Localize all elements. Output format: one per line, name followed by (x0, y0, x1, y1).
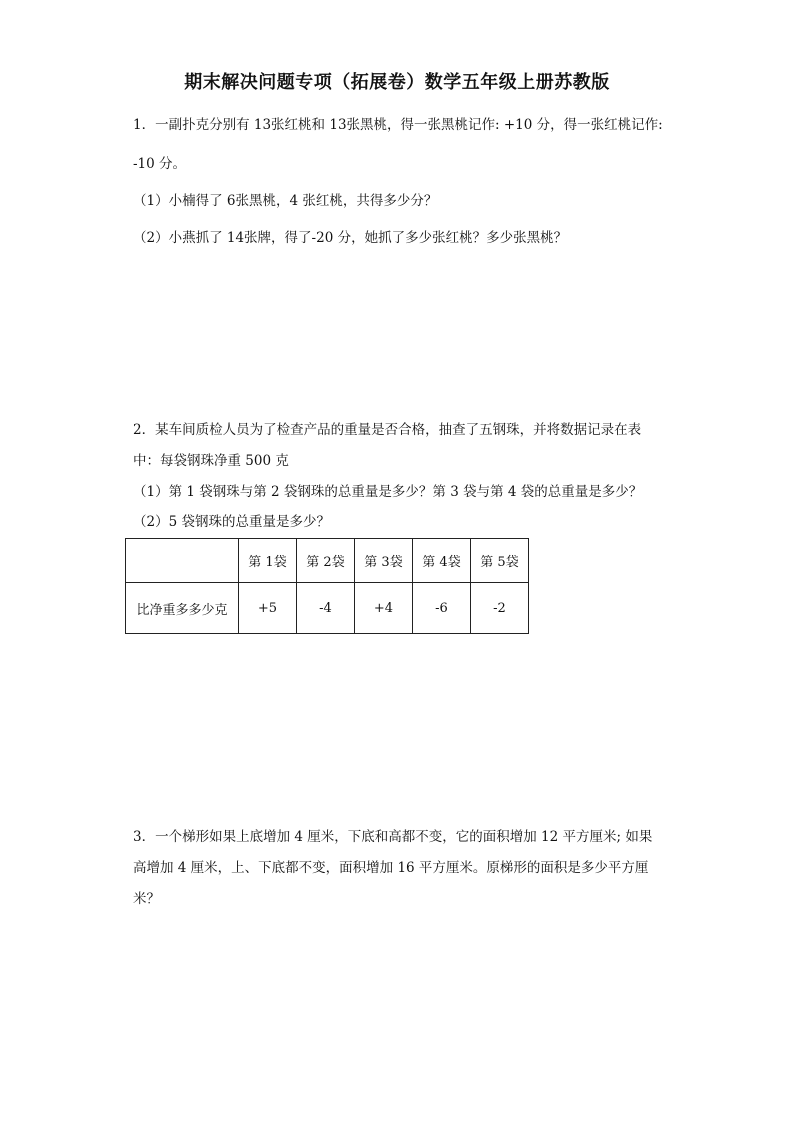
q2-sub1: （1）第 1 袋钢珠与第 2 袋钢珠的总重量是多少？第 3 袋与第 4 袋的总重量是多少？ (133, 484, 643, 500)
q1-sub2: （2）小燕抓了 14张牌，得了-20 分，她抓了多少张红桃？多少张黑桃？ (133, 230, 568, 246)
table-cell: +4 (355, 583, 413, 634)
table-header-cell: 第 1袋 (239, 539, 297, 583)
q2-sub2: （2）5 袋钢珠的总重量是多少？ (133, 514, 330, 530)
table-cell: -2 (471, 583, 529, 634)
q3-line2: 高增加 4 厘米，上、下底都不变，面积增加 16 平方厘米。原梯形的面积是多少平方厘 (133, 860, 649, 876)
table-row (126, 583, 529, 634)
weight-table (125, 538, 529, 634)
table-cell: -6 (413, 583, 471, 634)
q2-line1: 2．某车间质检人员为了检查产品的重量是否合格，抽查了五钢珠，并将数据记录在表 (133, 422, 642, 438)
table-cell: -4 (297, 583, 355, 634)
q1-sub1: （1）小楠得了 6张黑桃，4 张红桃，共得多少分？ (133, 193, 438, 209)
page-title: 期末解决问题专项（拓展卷）数学五年级上册苏教版 (184, 72, 610, 93)
q1-line1: 1．一副扑克分别有 13张红桃和 13张黑桃，得一张黑桃记作: +10 分，得一张红桃记作: (133, 117, 663, 133)
table-cell: +5 (239, 583, 297, 634)
table-header-cell: 第 5袋 (471, 539, 529, 583)
q1-line2: -10 分。 (133, 156, 187, 172)
table-header-cell: 第 3袋 (355, 539, 413, 583)
q3-line3: 米？ (133, 891, 160, 907)
table-header-cell: 第 4袋 (413, 539, 471, 583)
table-corner-cell (126, 539, 239, 583)
table-header-cell: 第 2袋 (297, 539, 355, 583)
table-header-row (126, 539, 529, 583)
table-row-label: 比净重多多少克 (126, 583, 239, 634)
q3-line1: 3．一个梯形如果上底增加 4 厘米，下底和高都不变，它的面积增加 12 平方厘米; 如果 (133, 829, 653, 845)
q2-line2: 中：每袋钢珠净重 500 克 (133, 453, 289, 469)
